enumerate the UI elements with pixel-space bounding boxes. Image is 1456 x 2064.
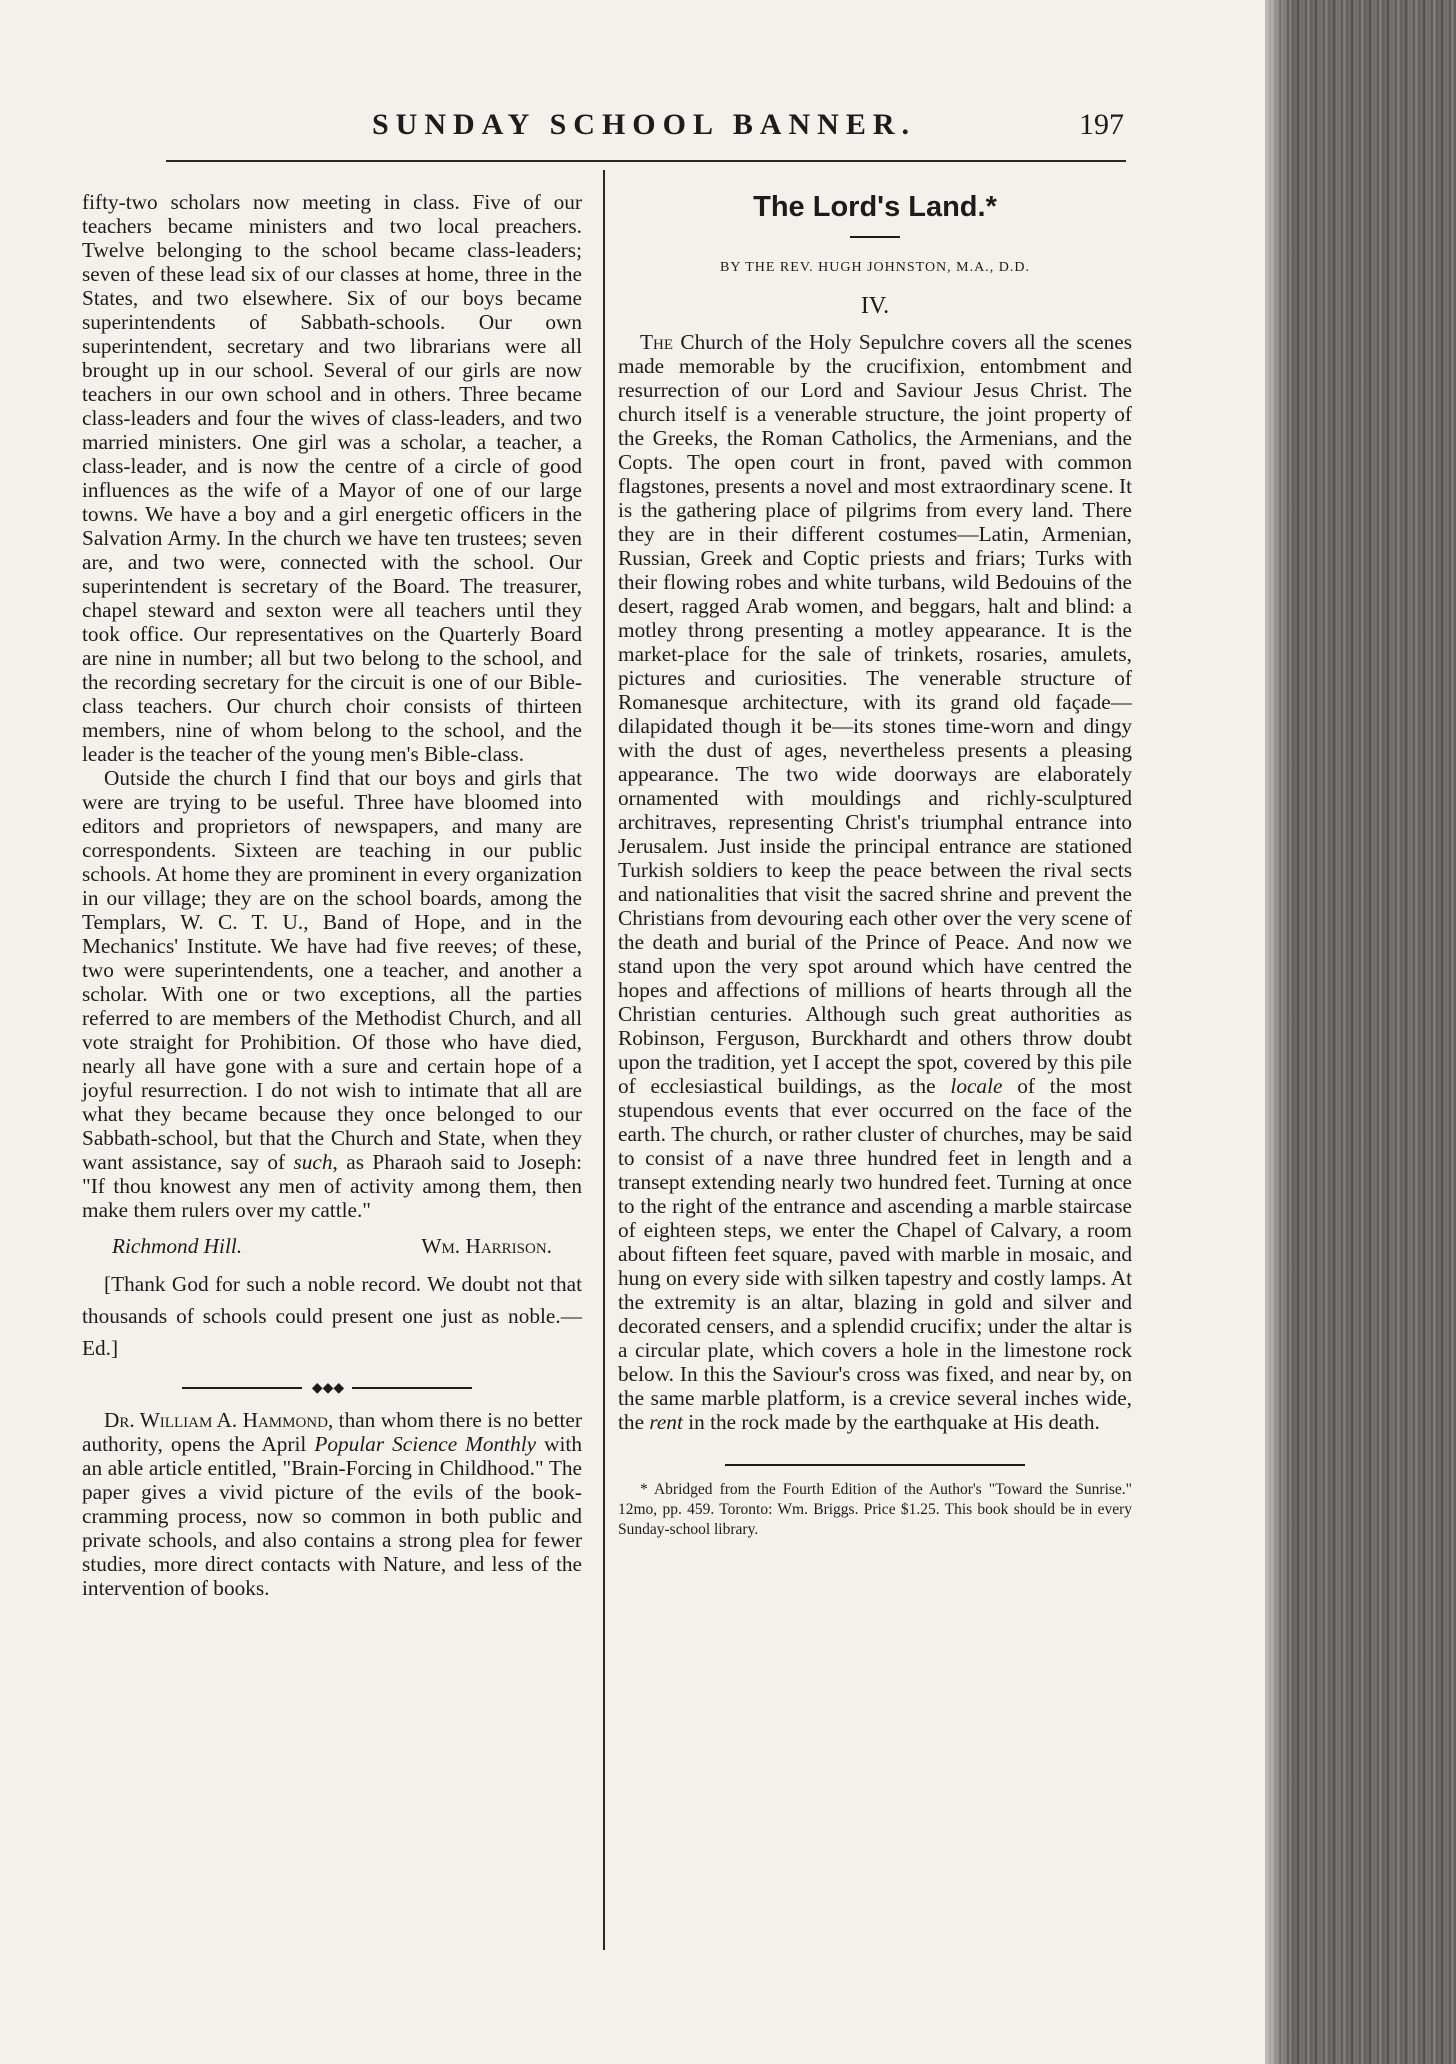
signature-name: Wm. Harrison. <box>421 1234 552 1258</box>
hammond-name: Dr. William A. Hammond <box>104 1408 328 1432</box>
editor-note: [Thank God for such a noble record. We doubt not that thousands of schools could present one just as noble.—Ed.] <box>82 1272 582 1360</box>
page-fold-shadow <box>1265 0 1289 2064</box>
article-body <box>618 330 1132 1434</box>
signature-place: Richmond Hill. <box>112 1234 243 1258</box>
section-number: IV. <box>860 293 890 319</box>
magazine-title: Popular Science Monthly <box>314 1432 537 1456</box>
book-page-edges <box>1265 0 1456 2064</box>
letter-paragraph-2-end: , as Pharaoh said to Joseph: "If thou knowest any men of activity among them, then make them rulers over my cattle." <box>82 1150 582 1222</box>
page-number: 197 <box>1079 108 1124 141</box>
letter-paragraph-2-text: Outside the church I find that our boys and girls that were are trying to be useful. Three have bloomed into editors and proprietors of newspapers, and many are correspondents. Sixteen are teaching in our public schools. At home they are prominent in every organization in our village; they are on the school boards, among the Templars, W. C. T. U., Band of Hope, and in the Mechanics' Institute. We have had five reeves; of these, two were superintendents, one a teacher, and another a scholar. With one or two exceptions, all the parties referred to are members of the Methodist Church, and all vote straight for Prohibition. Of those who have died, nearly all have gone with a sure and certain hope of a joyful resurrection. I do not wish to intimate that all are what they became because they once belonged to our Sabbath-school, but that the Church and State, when they want assistance, say of <box>82 766 582 1174</box>
letter-paragraph-1: fifty-two scholars now meeting in class. Five of our teachers became ministers and two local preachers. Twelve belonging to the school became class-leaders; seven of these lead six of our classes at home, three in the States, and two elsewhere. Six of our boys became superintendents of Sabbath-schools. Our own superintendent, secretary and two librarians were all brought up in our school. Several of our girls are now teachers in our own school and in others. Three became class-leaders and four the wives of class-leaders, and two married ministers. One girl was a scholar, a teacher, a class-leader, and is now the centre of a circle of good influences as the wife of a Mayor of one of our large towns. We have a boy and a girl energetic officers in the Salvation Army. In the church we have ten trustees; seven are, and two were, connected with the school. Our superintendent is secretary of the Board. The treasurer, chapel steward and sexton were all teachers until they took office. Our representatives on the Quarterly Board are nine in number; all but two belong to the school, and the recording secretary for the circuit is one of our Bible-class teachers. Our church choir consists of thirteen members, nine of whom belong to the school, and the leader is the teacher of the young men's Bible-class. <box>82 190 582 766</box>
column-divider <box>603 170 605 1950</box>
emphasis-locale: locale <box>950 1074 1003 1098</box>
hammond-text-b: with an able article entitled, "Brain-Forcing in Childhood." The paper gives a vivid picture of the evils of the book-cramming process, now so common in both public and private schools, and also contains a strong plea for fewer studies, more direct contacts with Nature, and less of the intervention of books. <box>82 1432 582 1600</box>
hammond-text-a: , than whom there is no better authority, opens the April <box>82 1408 582 1456</box>
ornament-glyph: ◆◆◆ <box>311 1381 345 1396</box>
running-title: SUNDAY SCHOOL BANNER. <box>371 108 917 141</box>
footnote-rule <box>725 1464 1025 1466</box>
ornamental-divider <box>82 1380 582 1396</box>
title-rule <box>850 236 900 238</box>
signature <box>112 1234 552 1258</box>
left-column <box>82 190 582 1600</box>
running-head <box>294 108 1124 148</box>
article-body-c: in the rock made by the earthquake at His death. <box>688 1410 1100 1434</box>
emphasis-such: such <box>293 1150 333 1174</box>
article-body-b: of the most stupendous events that ever occurred on the face of the earth. The church, or rather cluster of churches, may be said to consist of a nave three hundred feet in length and a transept extending nearly two hundred feet. Turning at once to the right of the entrance and ascending a marble staircase of eighteen steps, we enter the Chapel of Calvary, a room about fifteen feet square, paved with marble in mosaic, and hung on every side with silken tapestry and costly lamps. At the extremity is an altar, blazing in gold and silver and decorated censers, and a splendid crucifix; under the altar is a circular plate, which covers a hole in the limestone rock below. In this the Saviour's cross was fixed, and near by, on the same marble platform, is a crevice several inches wide, the <box>618 1074 1133 1434</box>
lead-word: The <box>640 330 674 354</box>
hammond-paragraph <box>82 1408 582 1600</box>
article-body-a: Church of the Holy Sepulchre covers all the scenes made memorable by the crucifixion, entombment and resurrection of our Lord and Saviour Jesus Christ. The church itself is a venerable structure, the joint property of the Greeks, the Roman Catholics, the Armenians, and the Copts. The open court in front, paved with common flagstones, presents a novel and most extraordinary scene. It is the gathering place of pilgrims from every land. There they are in their different costumes—Latin, Armenian, Russian, Greek and Coptic priests and friars; Turks with their flowing robes and white turbans, wild Bedouins of the desert, ragged Arab women, and beggars, halt and blind: a motley throng presenting a motley appearance. It is the market-place for the sale of trinkets, rosaries, amulets, pictures and curiosities. The venerable structure of Romanesque architecture, with its grand old façade—dilapidated though it be—its stones time-worn and dingy with the dust of ages, nevertheless presents a pleasing appearance. The two wide doorways are elaborately ornamented with mouldings and richly-sculptured architraves, representing Christ's triumphal entrance into Jerusalem. Just inside the principal entrance are stationed Turkish soldiers to keep the peace between the rival sects and nationalities that visit the sacred shrine and prevent the Christians from devouring each other over the very scene of the death and burial of the Prince of Peace. And now we stand upon the very spot around which have centred the hopes and affections of millions of hearts through all the Christian centuries. Although such great authorities as Robinson, Ferguson, Burckhardt and others throw doubt upon the tradition, yet I accept the spot, covered by this pile of ecclesiastical buildings, as the <box>618 330 1133 1098</box>
emphasis-rent: rent <box>649 1410 683 1434</box>
footnote: * Abridged from the Fourth Edition of the Author's "Toward the Sunrise." 12mo, pp. 459. Toronto: Wm. Briggs. Price $1.25. This book should be in every Sunday-school library. <box>618 1481 1132 1538</box>
letter-paragraph-2 <box>82 766 582 1222</box>
byline: BY THE REV. HUGH JOHNSTON, M.A., D.D. <box>720 260 1030 275</box>
right-column <box>618 180 1132 1540</box>
header-rule <box>166 160 1126 162</box>
article-title: The Lord's Land.* <box>753 191 997 223</box>
